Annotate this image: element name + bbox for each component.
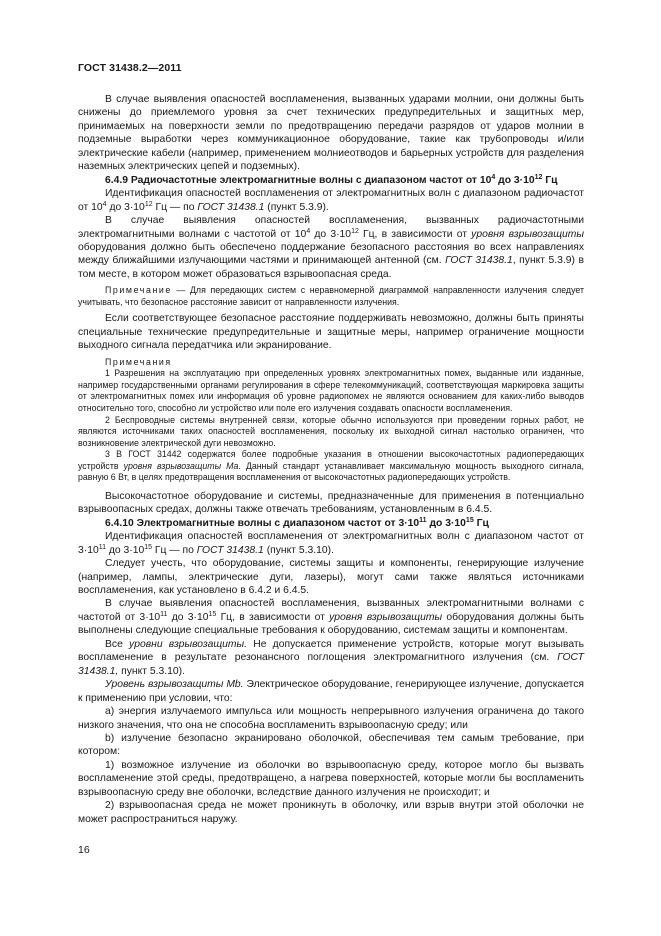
document-header: ГОСТ 31438.2—2011 [78,62,182,74]
paragraph-level-mb: Уровень взрывозащиты Mb. Электрическое оборудование, генерирующее излучение, допускается к применению при условии, что: [78,679,585,704]
paragraph-rf-safe-distance: В случае выявления опасностей воспламенения, вызванных радиочастотными электромагнитными волнами с частотой от $10^4$ до $3\cdot 10^{12}$ Гц, в зависимости от уровня взрывозащиты оборудования должно быть обеспечено поддержание безопасного расстояния во всех направлениях между ближайшими излучающими частями и принимающей антенной (см. ГОСТ 31438.1, пункт 5.3.9) в том месте, в котором может образоваться взрывоопасная среда. [78,215,584,280]
note-2: 2 Беспроводные системы внутренней связи, которые обычно используются при проведении горных работ, не являются источниками таких опасностей воспламенения, поскольку их выходной сигнал настолько ограничен, что возникновение электрической дуги невозможно. [78,414,584,448]
section-heading-6-4-10: 6.4.10 Электромагнитные волны с диапазоном частот от $3\cdot 10^{11}$ до $3\cdot 10^{15}$ Гц [105,516,489,529]
list-item-b-2: 2) взрывоопасная среда не может проникнуть в оболочку, или взрыв внутри этой оболочки не может распространиться наружу. [78,800,584,825]
paragraph-hf-equipment: Высокочастотное оборудование и системы, предназначенные для применения в потенциально взрывоопасных средах, должны также отвечать требованиям, установленным в 6.4.5. [78,490,584,516]
note-3: 3 В ГОСТ 31442 содержатся более подробные указания в отношении высокочастотных радиопередающих устройств уровня взрывозащиты Ма. Данный стандарт устанавливает максимальную мощность выходного сигнала, равную 6 Вт, в целях предотвращения воспламенения от высокочастотных радиопередающих устройств. [78,449,584,483]
list-item-a: а) энергия излучаемого импульса или мощность непрерывного излучения ограничена до такого низкого значения, что она не способна воспламенить взрывоопасную среду; или [78,706,584,731]
page-number: 16 [78,844,90,856]
section-heading-6-4-9: 6.4.9 Радиочастотные электромагнитные волны с диапазоном частот от $10^4$ до $3\cdot 10^{12}$ Гц [105,173,558,186]
paragraph-lightning: В случае выявления опасностей воспламенения, вызванных ударами молнии, они должны быть снижены до приемлемого уровня за счет технических предупредительных и защитных мер, принимаемых на поверхности земли по предотвращению передачи разрядов от ударов молнии в подземные выработки через коммуникационное оборудование, такие как трубопроводы и/или электрические кабели (например, применением молниеотводов и барьерных устройств для разделения наземных электрических цепей и подземных). [78,94,584,173]
paragraph-em-identification: Идентификация опасностей воспламенения от электромагнитных волн с диапазоном частот от $3\cdot 10^{11}$ до $3\cdot 10^{15}$ Гц — по ГОСТ 31438.1 (пункт 5.3.10). [78,531,584,556]
note-directional: Примечание — Для передающих систем с неравномерной диаграммой направленности излучения следует учитывать, что безопасное расстояние зависит от направленности излучения. [78,285,584,307]
paragraph-protective-measures: Если соответствующее безопасное расстояние поддерживать невозможно, должны быть приняты специальные технические предупредительные и защитные меры, например ограничение мощности выходного сигнала передатчика или экранирование. [78,313,584,352]
main-text [78,93,584,826]
list-item-b: b) излучение безопасно экранировано оболочкой, обеспечивая тем самым требование, при котором: [78,732,584,758]
paragraph-rf-identification: Идентификация опасностей воспламенения от электромагнитных волн с диапазоном радиочастот от $10^4$ до $3\cdot 10^{12}$ Гц — по ГОСТ 31438.1 (пункт 5.3.9). [78,188,584,213]
list-item-b-1: 1) возможное излучение из оболочки во взрывоопасную среду, которое могло бы вызвать воспламенение этой среды, предотвращено, а нагрева поверхностей, которые могли бы воспламенить взрывоопасную среду вне оболочки, вследствие данного излучения не происходит; и [78,759,584,798]
notes-label: Примечания [105,356,172,367]
paragraph-all-levels: Все уровни взрывозащиты. Не допускается применение устройств, которые могут вызывать воспламенение в результате резонансного поглощения электромагнитного излучения (см. ГОСТ 31438.1, пункт 5.3.10). [78,638,585,677]
paragraph-radiation-sources: Следует учесть, что оборудование, системы защиты и компоненты, генерирующие излучение (например, лампы, электрические дуги, лазеры), могут сами также являться источниками воспламенения, как установлено в 6.4.2 и 6.4.5. [78,558,584,596]
paragraph-em-requirements: В случае выявления опасностей воспламенения, вызванных электромагнитными волнами с частотой от $3\cdot 10^{11}$ до $3\cdot 10^{15}$ Гц, в зависимости от уровня взрывозащиты оборудования должны быть выполнены следующие специальные требования к оборудованию, системам защиты и компонентам. [78,598,584,637]
note-1: 1 Разрешения на эксплуатацию при определенных уровнях электромагнитных помех, выданные или изданные, например государственными органами регулирования в сфере телекоммуникаций, соответствующая маркировка защиты от электромагнитных помех или информация об уровне радиопомех не являются основанием для каких-либо выводов относительно того, способно ли устройство или поле его излучения создавать опасности воспламенения. [78,368,584,413]
